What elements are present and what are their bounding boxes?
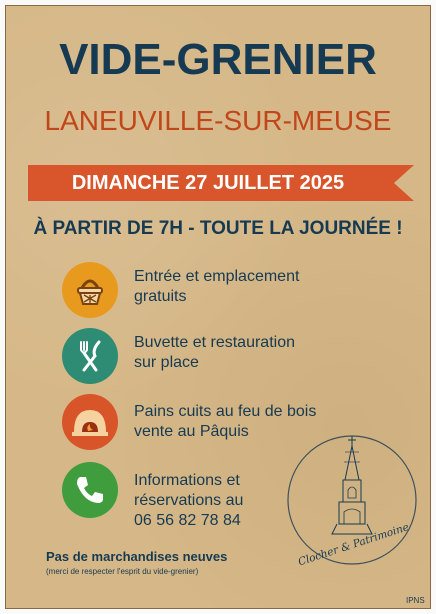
basket-icon (62, 262, 118, 318)
item-info-line1: Informations et (134, 472, 240, 489)
fork-knife-icon (62, 328, 118, 384)
no-new-goods-note: Pas de marchandises neuves (46, 549, 228, 564)
poster-title: VIDE-GRENIER (59, 35, 377, 84)
event-hours: À PARTIR DE 7H - TOUTE LA JOURNÉE ! (33, 218, 403, 239)
location-subtitle: LANEUVILLE-SUR-MEUSE (44, 105, 392, 136)
item-bread-line2: vente au Pâquis (134, 423, 249, 440)
item-entry-line2: gratuits (134, 288, 187, 305)
item-info-line2: réservations au (134, 492, 244, 509)
item-bread-line1: Pains cuits au feu de bois (134, 403, 317, 420)
phone-number: 06 56 82 78 84 (134, 512, 241, 529)
seal-text: Clocher & Patrimoine (296, 521, 411, 569)
item-food-line2: sur place (134, 354, 199, 371)
item-food (134, 333, 344, 373)
phone-icon (62, 462, 118, 518)
oven-icon (62, 394, 118, 450)
note-subtext: (merci de respecter l'esprit du vide-grenier) (46, 567, 199, 576)
event-date: DIMANCHE 27 JUILLET 2025 (71, 172, 345, 194)
clocher-patrimoine-seal (282, 430, 422, 570)
item-entry (134, 267, 344, 307)
item-food-line1: Buvette et restauration (134, 334, 295, 351)
item-entry-line1: Entrée et emplacement (134, 268, 300, 285)
ipns-label: IPNS (406, 596, 425, 605)
